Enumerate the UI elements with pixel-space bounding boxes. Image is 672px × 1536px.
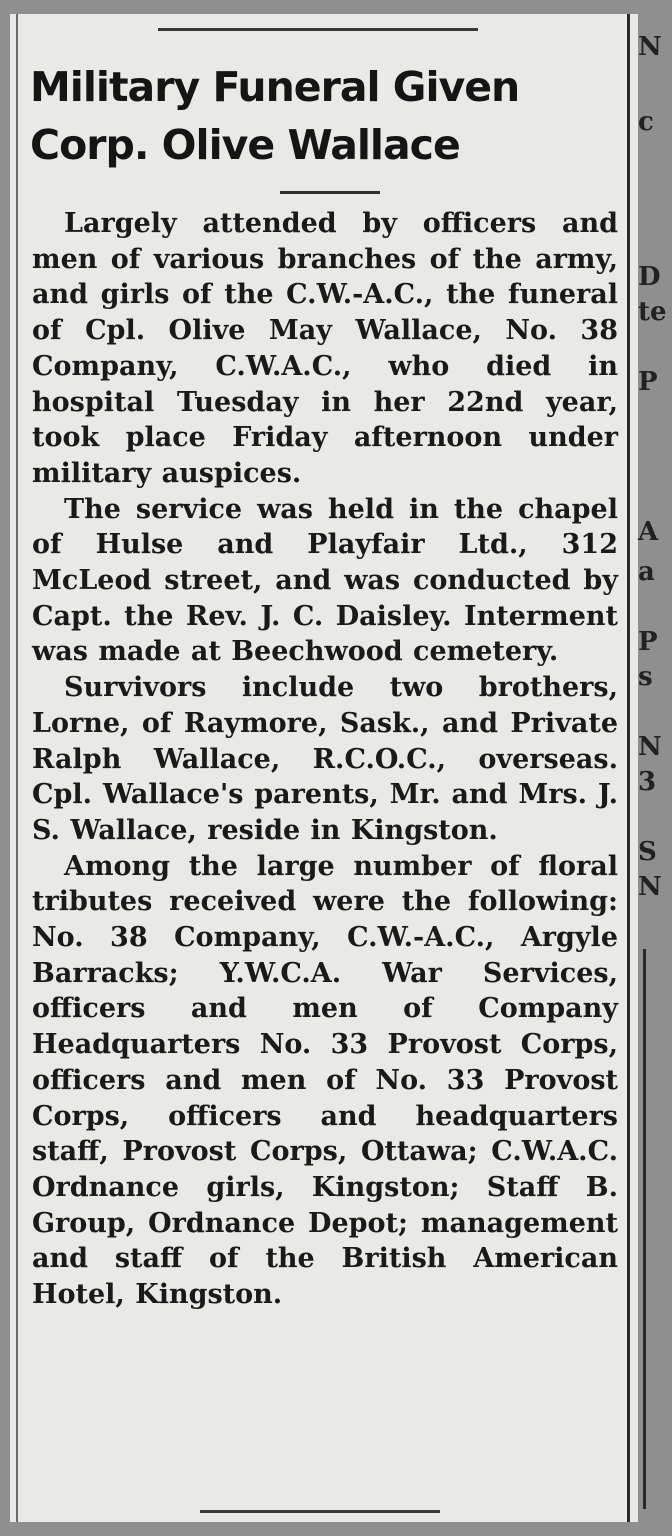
headline-rule <box>280 191 380 194</box>
fragment: D <box>638 262 661 292</box>
newspaper-clipping <box>10 14 667 1522</box>
headline-line-1: Military Funeral Given <box>30 63 520 111</box>
left-border <box>16 14 18 1522</box>
article-body <box>32 206 618 1313</box>
fragment: c <box>638 107 654 137</box>
paragraph-funeral: Largely attended by officers and men of various branches of the army, and girls of the C.W.-A.C., the funeral of Cpl. Olive May Wallace, No. 38 Company, C.W.A.C., who died in hospital Tuesday in her 22nd year, took place Friday afternoon under military auspices. <box>32 208 618 489</box>
paragraph-service: The service was held in the chapel of Hulse and Playfair Ltd., 312 McLeod street, and was conducted by Capt. the Rev. J. C. Daisley. Interment was made at Beechwood cemetery. <box>32 493 618 668</box>
fragment: te <box>638 297 667 327</box>
fragment: N <box>638 872 662 902</box>
adjacent-box-rule <box>643 949 646 1509</box>
bottom-rule <box>200 1510 440 1513</box>
headline-line-2: Corp. Olive Wallace <box>30 121 460 169</box>
fragment: N <box>638 732 662 762</box>
fragment: P <box>638 627 658 657</box>
fragment: a <box>638 557 655 587</box>
fragment: s <box>638 662 653 692</box>
fragment: 3 <box>638 767 657 797</box>
fragment: P <box>638 367 658 397</box>
paragraph-tributes: Among the large number of floral tributes received were the following: No. 38 Company, C.W.-A.C., Argyle Barracks; Y.W.C.A. War Services, officers and men of Company Headquarters No. 33 Provost Corps, officers and men of No. 33 Provost Corps, officers and headquarters staff, Provost Corps, Ottawa; C.W.A.C. Ordnance girls, Kingston; Staff B. Group, Ordnance Depot; management and staff of the British American Hotel, Kingston. <box>32 850 618 1311</box>
fragment: S <box>638 837 657 867</box>
top-rule <box>158 28 478 31</box>
fragment: N <box>638 32 662 62</box>
paragraph-survivors: Survivors include two brothers, Lorne, of Raymore, Sask., and Private Ralph Wallace, R.C.O.C., overseas. Cpl. Wallace's parents, Mr. and Mrs. J. S. Wallace, reside in Kingston. <box>32 672 618 846</box>
adjacent-column <box>632 14 672 1522</box>
column-rule <box>627 14 630 1522</box>
fragment: A <box>638 517 659 547</box>
headline <box>30 58 620 174</box>
